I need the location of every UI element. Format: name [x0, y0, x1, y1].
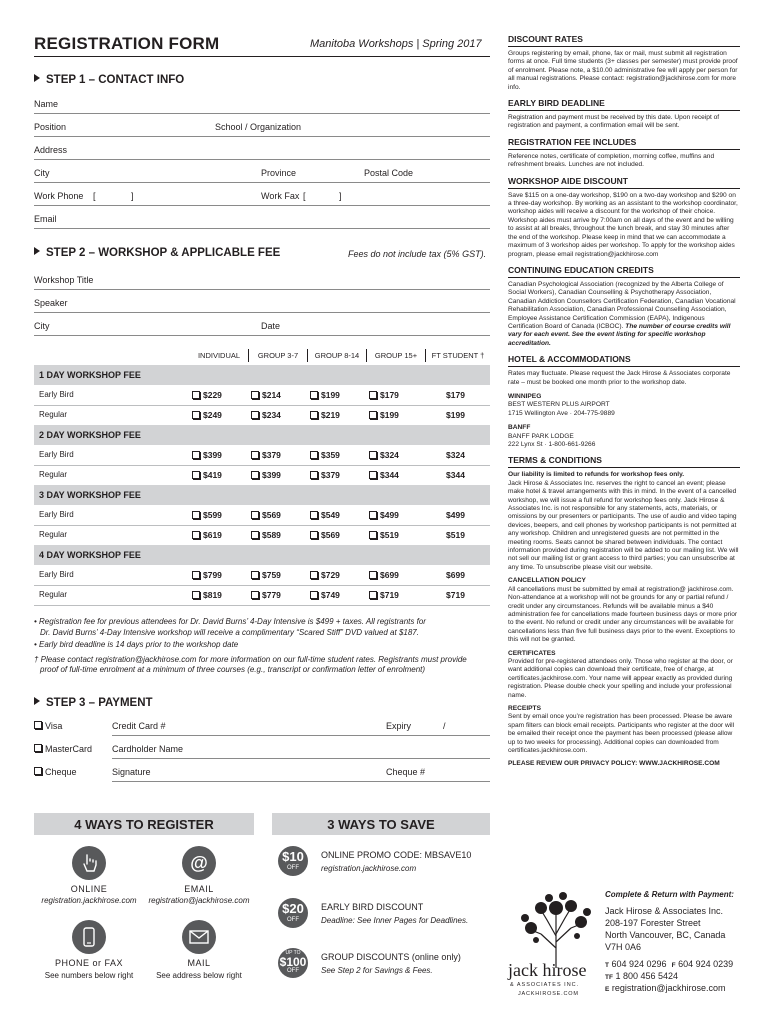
- fax-bracket-open: [: [303, 191, 306, 201]
- fee-option[interactable]: [369, 410, 424, 420]
- name-field[interactable]: [34, 113, 490, 114]
- fee-price: $699: [380, 570, 399, 580]
- fee-checkbox[interactable]: [310, 391, 318, 399]
- online-label: ONLINE: [70, 884, 108, 894]
- early-bird-text: Registration and payment must be received by this date. Upon receipt of registration and payment, a confirmation email will be sent.: [508, 114, 720, 130]
- mastercard-checkbox[interactable]: [34, 744, 42, 752]
- fee-checkbox[interactable]: [369, 511, 377, 519]
- fee-option[interactable]: [310, 510, 365, 520]
- fee-checkbox[interactable]: [310, 451, 318, 459]
- phone-icon: [72, 920, 106, 954]
- save-10-badge: $10 OFF: [278, 846, 308, 876]
- fee-price: $759: [262, 570, 281, 580]
- col-group-15: GROUP 15+: [374, 351, 418, 360]
- fee-price: $324: [380, 450, 399, 460]
- fee-row: [34, 585, 490, 606]
- fee-checkbox[interactable]: [192, 531, 200, 539]
- discount-rates-heading: DISCOUNT RATES: [508, 34, 740, 47]
- visa-checkbox[interactable]: [34, 721, 42, 729]
- fee-price: $519: [380, 530, 399, 540]
- fee-checkbox[interactable]: [251, 471, 259, 479]
- mail-label: MAIL: [187, 958, 211, 968]
- workshop-city-field[interactable]: [34, 335, 490, 336]
- fee-option[interactable]: [192, 390, 247, 400]
- fee-section-heading: 2 DAY WORKSHOP FEE: [34, 425, 490, 445]
- logo-sub: & ASSOCIATES INC.: [510, 982, 580, 988]
- fee-checkbox[interactable]: [369, 471, 377, 479]
- phone-bracket-close: ]: [131, 191, 134, 201]
- fee-price: $519: [446, 530, 465, 540]
- group-discount-sub: See Step 2 for Savings & Fees.: [321, 966, 433, 975]
- fee-option[interactable]: [369, 470, 424, 480]
- step3-heading: STEP 3 – PAYMENT: [34, 697, 153, 709]
- fee-option[interactable]: [251, 470, 306, 480]
- fee-row: [34, 525, 490, 546]
- fee-notes: [34, 617, 494, 676]
- fee-option[interactable]: [192, 530, 247, 540]
- col-group-3-7: GROUP 3-7: [257, 351, 299, 360]
- workshop-city-label: City: [34, 321, 50, 331]
- aide-heading: WORKSHOP AIDE DISCOUNT: [508, 176, 740, 189]
- cancellation-text: All cancellations must be submitted by email at registration@ jackhirose.com. Non-attendance at a workshop will not be grounds for any or partial refund / credit under any circumstances. Refunds will be available minus a $40 administration fee for cancellations made fourteen business days or more prior to the event. No refund or credit under any circumstances will be available for cancellations less than five full business days prior to the event. Exceptions to this will not be granted.: [508, 585, 738, 644]
- fee-checkbox[interactable]: [310, 471, 318, 479]
- postal-label: Postal Code: [364, 168, 414, 178]
- banff-heading: BANFF: [508, 424, 531, 432]
- fee-option[interactable]: [192, 590, 247, 600]
- fee-row: [34, 505, 490, 526]
- fee-option[interactable]: [251, 450, 306, 460]
- receipts-text: Sent by email once you’re registration has been processed. Please be aware spam filters can block email receipts. Participants who register at the door will be emailed their receipt once the payment has been processed (please allow up to two weeks for processing). Additional copies can downloaded from certificates.jackhirose.com.: [508, 713, 735, 754]
- form-subtitle: Manitoba Workshops | Spring 2017: [310, 38, 482, 50]
- fee-checkbox[interactable]: [192, 391, 200, 399]
- terms-text: Jack Hirose & Associates Inc. reserves the right to cancel an event; please make hotel & travel arrangements with this in mind. In the event of a cancelled workshop, we will issue a full refund for workshop fees only. Jack Hirose & Associates Inc. is not responsible for any statements, acts, materials, or omissions by our presenters or participants. The use of audio and video taping devices, beepers, and cell phones by workshop participants is not permitted at any workshop. Children and unregistered guests are not permitted in the meeting rooms. Seats cannot be shared between individuals. The contact information provided during registration will be added to our mailing list. We will not sell our mailing list or grant access to third parties; you can unsubscribe at any time. To unsubscribe please visit our website.: [508, 479, 739, 571]
- fee-row-label: Regular: [39, 470, 68, 479]
- step1-heading: STEP 1 – CONTACT INFO: [34, 74, 184, 86]
- fee-price: $749: [321, 590, 340, 600]
- header-rule: [34, 56, 490, 57]
- certificates-text: Provided for pre-registered attendees only. Those who register at the door, or want additional copies can download their certificate, free of charge, at certificates.jackhirose.com. Your name will appear exactly as provided during registration. Please double check your spelling and include your professional name.: [508, 657, 733, 699]
- fee-checkbox[interactable]: [251, 591, 259, 599]
- fee-row: [34, 385, 490, 406]
- fee-checkbox[interactable]: [251, 571, 259, 579]
- fee-checkbox[interactable]: [369, 451, 377, 459]
- fee-includes-heading: REGISTRATION FEE INCLUDES: [508, 137, 740, 150]
- fee-price: $324: [446, 450, 465, 460]
- privacy-link[interactable]: PLEASE REVIEW OUR PRIVACY POLICY: WWW.JACKHIROSE.COM: [508, 760, 720, 768]
- fee-checkbox[interactable]: [192, 571, 200, 579]
- mastercard-option[interactable]: MasterCard: [34, 744, 92, 754]
- certificates-heading: CERTIFICATES: [508, 649, 556, 657]
- fee-option[interactable]: [310, 450, 365, 460]
- save-20-badge: $20 OFF: [278, 898, 308, 928]
- right-column: [508, 34, 740, 769]
- ways-register-title: 4 WAYS TO REGISTER: [74, 817, 214, 832]
- speaker-label: Speaker: [34, 298, 68, 308]
- fee-price: $819: [203, 590, 222, 600]
- fee-price: $229: [203, 390, 222, 400]
- hotel-heading: HOTEL & ACCOMMODATIONS: [508, 354, 740, 367]
- fee-section-heading: 3 DAY WORKSHOP FEE: [34, 485, 490, 505]
- phone-bracket-open: [: [93, 191, 96, 201]
- fee-checkbox[interactable]: [369, 591, 377, 599]
- address-field[interactable]: [34, 159, 490, 160]
- cheque-number-label: Cheque #: [386, 767, 426, 777]
- fee-price: $199: [321, 390, 340, 400]
- province-label: Province: [261, 168, 297, 178]
- fee-price: $344: [380, 470, 399, 480]
- logo-name: jack hirose: [508, 960, 587, 980]
- note-line: • Registration fee for previous attendees for Dr. David Burns’ 4-Day Intensive is $499 + taxes. All registrants for: [34, 617, 426, 626]
- fee-price: $249: [203, 410, 222, 420]
- early-bird-text: EARLY BIRD DISCOUNT: [321, 902, 424, 912]
- fee-option[interactable]: [251, 410, 306, 420]
- terms-liability: Our liability is limited to refunds for workshop fees only.: [508, 471, 685, 479]
- address-label: Address: [34, 145, 68, 155]
- fee-checkbox[interactable]: [251, 411, 259, 419]
- fee-option[interactable]: [428, 390, 483, 400]
- fee-option[interactable]: [310, 570, 365, 580]
- credit-card-field[interactable]: [112, 735, 490, 736]
- note-line: † Please contact registration@jackhirose.com for more information on our full-time student rates. Registrants must provide: [34, 654, 467, 664]
- note-line: Dr. David Burns’ 4-Day Intensive workshop will receive a complimentary “Scared Stiff” DVD valued at $187.: [40, 627, 419, 637]
- speaker-field[interactable]: [34, 312, 490, 313]
- fee-price: $199: [446, 410, 465, 420]
- col-group-8-14: GROUP 8-14: [314, 351, 360, 360]
- workshop-title-label: Workshop Title: [34, 275, 94, 285]
- address-line-2: North Vancouver, BC, Canada: [605, 930, 726, 940]
- fee-option[interactable]: [428, 410, 483, 420]
- col-individual: INDIVIDUAL: [197, 351, 241, 360]
- fee-checkbox[interactable]: [369, 571, 377, 579]
- hotel-text: Rates may fluctuate. Please request the Jack Hirose & Associates corporate rate – must be booked one month prior to the workshop date.: [508, 370, 731, 386]
- triangle-icon: [34, 697, 40, 705]
- fee-price: $569: [321, 530, 340, 540]
- triangle-icon: [34, 74, 40, 82]
- fee-row: [34, 465, 490, 486]
- fee-price: $599: [203, 510, 222, 520]
- fee-price: $719: [446, 590, 465, 600]
- fee-price: $179: [446, 390, 465, 400]
- at-sign-icon: @: [182, 846, 216, 880]
- date-label: Date: [261, 321, 281, 331]
- fee-option[interactable]: [192, 410, 247, 420]
- complete-return-label: Complete & Return with Payment:: [605, 890, 734, 899]
- early-bird-sub: Deadline: See Inner Pages for Deadlines.: [321, 916, 469, 925]
- step2-heading: STEP 2 – WORKSHOP & APPLICABLE FEE: [34, 247, 280, 259]
- group-discount-text: GROUP DISCOUNTS (online only): [321, 952, 461, 962]
- fee-option[interactable]: [369, 570, 424, 580]
- work-fax-label: Work Fax: [261, 191, 300, 201]
- winnipeg-address: 1715 Wellington Ave · 204-775-9889: [508, 409, 615, 417]
- fax-bracket-close: ]: [339, 191, 342, 201]
- fee-checkbox[interactable]: [369, 411, 377, 419]
- fee-price: $379: [262, 450, 281, 460]
- fee-option[interactable]: [310, 410, 365, 420]
- fee-option[interactable]: [369, 590, 424, 600]
- fee-option[interactable]: [428, 530, 483, 540]
- fee-option[interactable]: [428, 590, 483, 600]
- fee-option[interactable]: [251, 390, 306, 400]
- work-phone-label: Work Phone: [34, 191, 84, 201]
- note-line: proof of full-time enrolment at a minimum of three courses (e.g., transcript or confirmation letter of enrolment): [40, 665, 426, 674]
- email-label: Email: [34, 214, 57, 224]
- mail-sub: See address below right: [156, 971, 242, 980]
- fee-price: $499: [380, 510, 399, 520]
- terms-heading: TERMS & CONDITIONS: [508, 455, 740, 468]
- note-line: • Early bird deadline is 14 days prior to the workshop date: [34, 640, 239, 649]
- fee-price: $214: [262, 390, 281, 400]
- online-link[interactable]: registration.jackhirose.com: [41, 896, 137, 905]
- fee-checkbox[interactable]: [251, 531, 259, 539]
- hand-pointer-icon: [72, 846, 106, 880]
- fee-option[interactable]: [428, 470, 483, 480]
- fee-row-label: Regular: [39, 590, 68, 599]
- fee-option[interactable]: [192, 470, 247, 480]
- fee-checkbox[interactable]: [192, 511, 200, 519]
- save-100-badge: UP TO $100 OFF: [278, 948, 308, 978]
- discount-rates-text: Groups registering by email, phone, fax or mail, must submit all registration forms at once. Full time students (3+ classes per semester) must provide proof of enrolment. Please note, a $10.00 administrative fee will apply per person for all manual registrations. Please contact: registration@jackhirose.com for more info.: [508, 50, 738, 91]
- aide-text: Save $115 on a one-day workshop, $190 on a two-day workshop and $290 on a three-day workshop. By working as an assistant to the workshop coordinator, workshop aides will receive a discount for the workshop of their choice. Workshop aides must arrive by 7:00am on all days of the event and be willing to assist at all breaks, throughout the lunch break, and stay 30 minutes after the end of the workshop. Please keep in mind that we can accommodate a maximum of 3 workshop aides per workshop. To apply for the workshop aides program, please email registration@jackhirose.com: [508, 191, 738, 258]
- fee-price: $359: [321, 450, 340, 460]
- fee-option[interactable]: [310, 590, 365, 600]
- fee-checkbox[interactable]: [251, 391, 259, 399]
- fee-checkbox[interactable]: [310, 511, 318, 519]
- fee-price: $179: [380, 390, 399, 400]
- contact-block: [508, 880, 740, 1020]
- city-field[interactable]: [34, 182, 490, 183]
- fee-option[interactable]: [251, 530, 306, 540]
- fee-price: $569: [262, 510, 281, 520]
- phone-fax-sub: See numbers below right: [44, 971, 134, 980]
- winnipeg-hotel: BEST WESTERN PLUS AIRPORT: [508, 401, 610, 409]
- fee-price: $499: [446, 510, 465, 520]
- fee-price: $379: [321, 470, 340, 480]
- address-line-3: V7H 0A6: [605, 942, 642, 952]
- fee-price: $219: [321, 410, 340, 420]
- fee-price: $419: [203, 470, 222, 480]
- fee-row-label: Early Bird: [39, 450, 74, 459]
- email-way-link[interactable]: registration@jackhirose.com: [148, 896, 250, 905]
- banff-address: 222 Lynx St · 1-800-661-9266: [508, 441, 596, 448]
- fee-price: $344: [446, 470, 465, 480]
- fee-price: $619: [203, 530, 222, 540]
- envelope-icon: [182, 920, 216, 954]
- credit-card-label: Credit Card #: [112, 721, 166, 731]
- position-field[interactable]: [34, 136, 490, 137]
- expiry-slash: /: [443, 721, 446, 731]
- fee-option[interactable]: [310, 470, 365, 480]
- fee-price: $399: [262, 470, 281, 480]
- fee-price: $199: [380, 410, 399, 420]
- fee-option[interactable]: [369, 530, 424, 540]
- signature-label: Signature: [112, 767, 151, 777]
- ce-credits-text: Canadian Psychological Association (recognized by the Alberta College of Social Workers), Canadian Counselling & Psychotherapy Association, Canadian Addiction Counsellors Certification Federation, Canadian Vocational Rehabilitation Association, Canadian Professional Counselling Association, Employee Assistance Certification Commission (EAPA), Indigenous Certification Board of Canada (ICBOC). The number of course credits will vary for each event. See the event listing for specific workshop accreditation.: [508, 280, 736, 347]
- fee-price: $699: [446, 570, 465, 580]
- cardholder-label: Cardholder Name: [112, 744, 184, 754]
- email-field[interactable]: [34, 228, 490, 229]
- cardholder-field[interactable]: [112, 758, 490, 759]
- ways-save-list: [278, 846, 493, 991]
- cheque-checkbox[interactable]: [34, 767, 42, 775]
- position-label: Position: [34, 122, 67, 132]
- fee-section-heading: 4 DAY WORKSHOP FEE: [34, 545, 490, 565]
- fee-checkbox[interactable]: [192, 591, 200, 599]
- toll-free-line: TF 1 800 456 5424: [605, 971, 679, 981]
- fee-checkbox[interactable]: [251, 511, 259, 519]
- fee-checkbox[interactable]: [192, 471, 200, 479]
- fee-price: $589: [262, 530, 281, 540]
- fee-row: [34, 565, 490, 586]
- phone-fax-label: PHONE or FAX: [54, 958, 123, 968]
- banff-hotel: BANFF PARK LODGE: [508, 432, 574, 440]
- email-way-label: EMAIL: [184, 884, 214, 894]
- promo-code-link[interactable]: registration.jackhirose.com: [321, 864, 417, 873]
- fee-checkbox[interactable]: [369, 391, 377, 399]
- fee-option[interactable]: [428, 570, 483, 580]
- triangle-icon: [34, 247, 40, 255]
- early-bird-heading: EARLY BIRD DEADLINE: [508, 98, 740, 111]
- fee-checkbox[interactable]: [192, 411, 200, 419]
- fee-checkbox[interactable]: [251, 451, 259, 459]
- fee-option[interactable]: [251, 510, 306, 520]
- fee-price: $779: [262, 590, 281, 600]
- ways-save-title: 3 WAYS TO SAVE: [327, 817, 435, 832]
- school-label: School / Organization: [215, 122, 302, 132]
- address-line-1: 208-197 Forester Street: [605, 918, 701, 928]
- fee-price: $234: [262, 410, 281, 420]
- form-title: REGISTRATION FORM: [34, 34, 220, 53]
- fee-checkbox[interactable]: [310, 531, 318, 539]
- fee-checkbox[interactable]: [369, 531, 377, 539]
- fee-option[interactable]: [369, 450, 424, 460]
- fee-option[interactable]: [310, 530, 365, 540]
- visa-option[interactable]: Visa: [34, 721, 62, 731]
- fee-table: [34, 349, 490, 612]
- fee-option[interactable]: [192, 510, 247, 520]
- fee-price: $399: [203, 450, 222, 460]
- fee-includes-text: Reference notes, certificate of completion, morning coffee, muffins and refreshment breaks. Lunches are not included.: [508, 152, 715, 169]
- fee-option[interactable]: [251, 570, 306, 580]
- fee-option[interactable]: [369, 510, 424, 520]
- fee-section-heading: 1 DAY WORKSHOP FEE: [34, 365, 490, 385]
- fee-checkbox[interactable]: [192, 451, 200, 459]
- fee-option[interactable]: [192, 450, 247, 460]
- fee-row-label: Regular: [39, 410, 68, 419]
- winnipeg-heading: WINNIPEG: [508, 392, 542, 400]
- fee-option[interactable]: [428, 510, 483, 520]
- cancellation-heading: CANCELLATION POLICY: [508, 577, 586, 585]
- fee-price: $799: [203, 570, 222, 580]
- promo-code-text: ONLINE PROMO CODE: MBSAVE10: [321, 850, 472, 860]
- name-label: Name: [34, 99, 59, 109]
- fee-row-label: Early Bird: [39, 390, 74, 399]
- ce-credits-heading: CONTINUING EDUCATION CREDITS: [508, 265, 740, 278]
- fee-row: [34, 445, 490, 466]
- phone-line: T 604 924 0296 F 604 924 0239: [605, 959, 734, 969]
- fee-option[interactable]: [310, 390, 365, 400]
- phone-field[interactable]: [34, 205, 490, 206]
- tree-logo-icon: [511, 890, 601, 970]
- col-ft-student: FT STUDENT †: [431, 351, 485, 360]
- fee-row-label: Early Bird: [39, 570, 74, 579]
- fee-option[interactable]: [369, 390, 424, 400]
- cheque-option[interactable]: Cheque: [34, 767, 77, 777]
- logo-url: JACKHIROSE.COM: [518, 991, 579, 997]
- company-name: Jack Hirose & Associates Inc.: [605, 906, 724, 916]
- fee-price: $729: [321, 570, 340, 580]
- fee-checkbox[interactable]: [310, 571, 318, 579]
- signature-field[interactable]: [112, 781, 490, 782]
- fee-option[interactable]: [428, 450, 483, 460]
- fee-price: $549: [321, 510, 340, 520]
- fee-checkbox[interactable]: [310, 411, 318, 419]
- city-label: City: [34, 168, 50, 178]
- fee-checkbox[interactable]: [310, 591, 318, 599]
- email-line: E registration@jackhirose.com: [605, 983, 726, 993]
- expiry-label: Expiry: [386, 721, 412, 731]
- fee-option[interactable]: [251, 590, 306, 600]
- ways-register-grid: [34, 840, 254, 990]
- fee-row: [34, 405, 490, 426]
- fee-row-label: Regular: [39, 530, 68, 539]
- fee-row-label: Early Bird: [39, 510, 74, 519]
- workshop-title-field[interactable]: [34, 289, 490, 290]
- receipts-heading: RECEIPTS: [508, 704, 541, 712]
- tax-note: Fees do not include tax (5% GST).: [348, 249, 487, 259]
- fee-price: $719: [380, 590, 399, 600]
- fee-option[interactable]: [192, 570, 247, 580]
